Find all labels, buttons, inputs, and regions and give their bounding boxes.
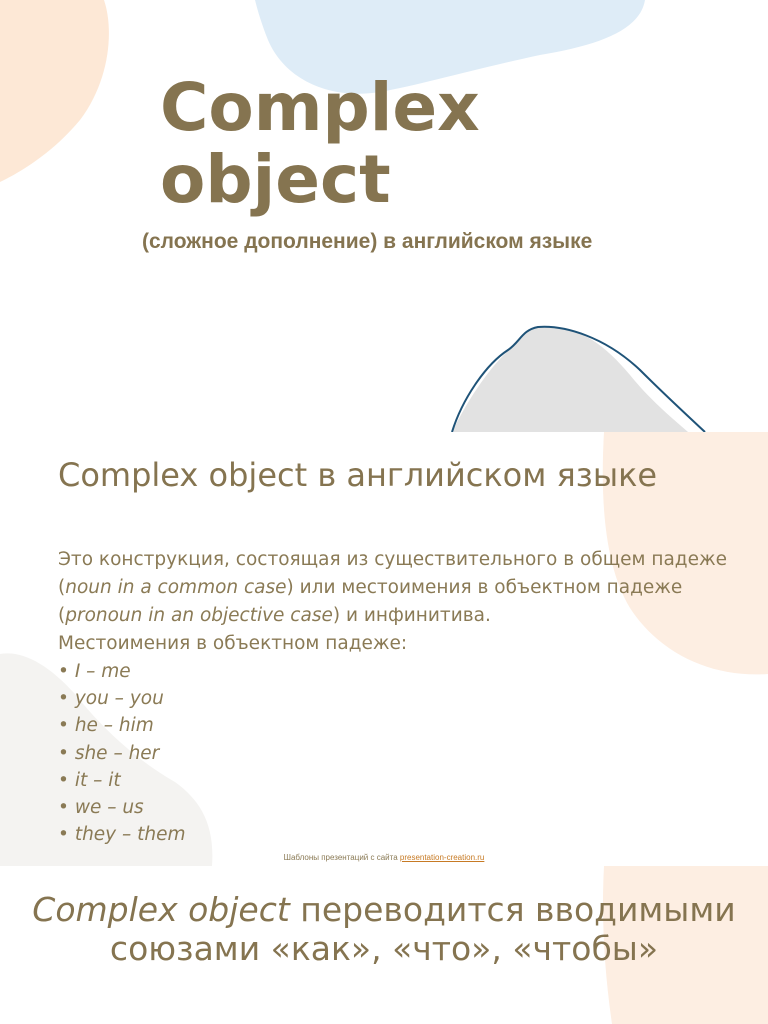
- intro-text-3: ) и инфинитива.: [332, 605, 491, 626]
- definition-paragraph: [58, 546, 748, 630]
- slide-subtitle: (сложное дополнение) в английском языке: [142, 230, 593, 253]
- pronoun-text: we – us: [74, 797, 144, 819]
- slide-definition: [0, 432, 768, 866]
- list-item: [58, 821, 748, 848]
- bullet-icon: •: [58, 797, 69, 819]
- list-item: [58, 712, 748, 739]
- definition-body: [58, 546, 748, 848]
- list-item: [58, 658, 748, 685]
- pronoun-text: I – me: [74, 661, 131, 682]
- intro-term-2: pronoun in an objective case: [65, 605, 333, 626]
- definition-heading: Complex object в английском языке: [58, 456, 658, 494]
- title-line-2: object: [160, 141, 391, 218]
- list-item: [58, 767, 748, 794]
- translation-text: [30, 890, 738, 968]
- bullet-icon: •: [58, 742, 69, 764]
- slide-translation: [0, 866, 768, 1024]
- list-item: [58, 740, 748, 767]
- intro-text-1: Это конструкция, состоящая из существительного в общем падеже (: [58, 549, 728, 598]
- pronoun-text: they – them: [74, 824, 186, 846]
- pronoun-text: it – it: [74, 769, 121, 791]
- pronoun-text: he – him: [74, 715, 154, 737]
- peach-blob: [0, 0, 109, 182]
- bullet-icon: •: [58, 661, 69, 682]
- pronoun-text: you – you: [74, 688, 164, 710]
- footer-link[interactable]: presentation-creation.ru: [399, 853, 485, 862]
- list-item: [58, 794, 748, 821]
- intro-term-1: noun in a common case: [65, 577, 287, 598]
- pronoun-text: she – her: [74, 742, 160, 764]
- bullet-icon: •: [58, 769, 69, 791]
- template-footer: [0, 853, 768, 862]
- bullet-icon: •: [58, 688, 69, 710]
- list-item: [58, 685, 748, 712]
- slide-title: [0, 0, 768, 432]
- slide-title-heading: [160, 69, 480, 218]
- footer-text: Шаблоны презентаций с сайта: [283, 853, 400, 862]
- translation-emphasis: Complex object: [32, 890, 290, 929]
- gray-blob: [452, 327, 688, 432]
- pronouns-label: Местоимения в объектном падеже:: [58, 633, 408, 654]
- title-line-1: Complex: [160, 69, 480, 146]
- translation-rest: переводится вводимыми союзами «как», «что», «чтобы»: [109, 890, 736, 968]
- bullet-icon: •: [58, 824, 69, 846]
- intro-text-2: ) или местоимения в объектном падеже (: [58, 577, 683, 626]
- pronoun-list: [58, 658, 748, 848]
- bullet-icon: •: [58, 715, 69, 737]
